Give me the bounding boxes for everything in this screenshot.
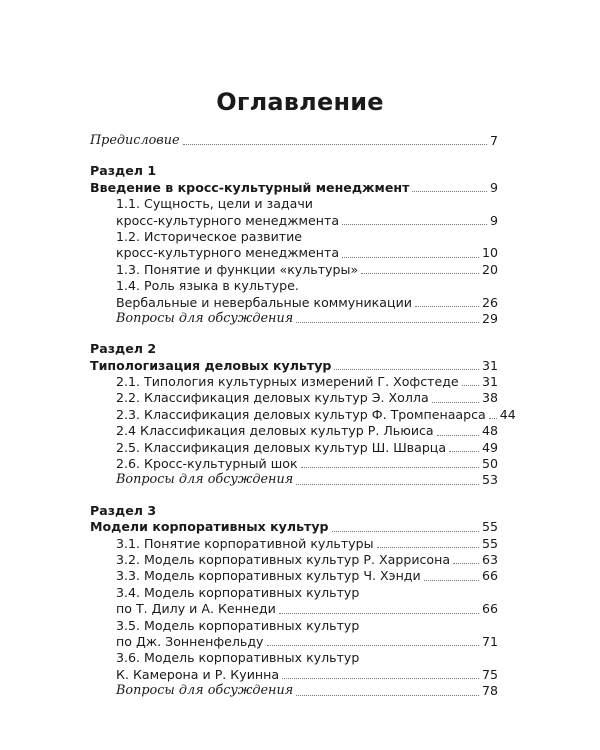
dot-leader: [279, 613, 479, 614]
toc-page-number: 66: [481, 601, 498, 617]
dot-leader: [361, 273, 479, 274]
toc-page-number: 7: [489, 132, 498, 148]
toc-entry-line[interactable]: 1.1. Сущность, цели и задачи: [116, 196, 313, 212]
dot-leader: [412, 191, 487, 192]
toc-entry[interactable]: [90, 295, 498, 311]
dot-leader: [453, 563, 479, 564]
toc-page-number: 53: [481, 472, 498, 488]
toc-entry-label: по Т. Дилу и А. Кеннеди: [116, 601, 276, 617]
toc-page-number: 55: [481, 519, 498, 535]
toc-entry[interactable]: [90, 667, 498, 683]
toc-entry-questions[interactable]: [90, 472, 498, 488]
section-label: Раздел 2: [90, 341, 157, 357]
toc-entry-label: 1.3. Понятие и функции «культуры»: [116, 261, 359, 277]
toc-entry-label: 2.2. Классификация деловых культур Э. Холла: [116, 390, 429, 406]
toc-entry-section-title[interactable]: [90, 180, 498, 196]
toc-entry-label: Модели корпоративных культур: [90, 519, 329, 535]
toc-entry-line[interactable]: 1.4. Роль языка в культуре.: [116, 278, 299, 294]
toc-entry[interactable]: [90, 213, 498, 229]
toc-page-number: 9: [489, 179, 498, 195]
dot-leader: [437, 435, 479, 436]
toc-page-number: 31: [481, 374, 498, 390]
toc-page-number: 31: [481, 357, 498, 373]
toc-entry[interactable]: [90, 456, 498, 472]
table-of-contents: [90, 132, 516, 700]
dot-leader: [296, 695, 479, 696]
toc-page-number: 71: [481, 633, 498, 649]
dot-leader: [342, 257, 479, 258]
toc-entry[interactable]: [90, 601, 498, 617]
dot-leader: [296, 322, 479, 323]
toc-entry[interactable]: [90, 262, 498, 278]
toc-page-number: 44: [499, 406, 516, 422]
toc-page-number: 75: [481, 666, 498, 682]
toc-entry[interactable]: [90, 406, 516, 423]
dot-leader: [449, 451, 479, 452]
toc-entry-line[interactable]: 3.4. Модель корпоративных культур: [116, 584, 360, 600]
toc-entry-line[interactable]: 3.6. Модель корпоративных культур: [116, 650, 360, 666]
toc-entry[interactable]: [90, 374, 498, 390]
toc-entry-label: Введение в кросс-культурный менеджмент: [90, 179, 410, 195]
toc-entry-label: Предисловие: [90, 132, 180, 148]
toc-entry-line[interactable]: 3.5. Модель корпоративных культур: [116, 617, 360, 633]
toc-entry-label: Вопросы для обсуждения: [116, 310, 294, 326]
toc-page-number: 10: [481, 245, 498, 261]
toc-entry[interactable]: [90, 552, 498, 568]
section-label: Раздел 1: [90, 163, 157, 179]
toc-entry[interactable]: [90, 390, 498, 406]
dot-leader: [377, 547, 479, 548]
toc-entry-label: 2.3. Классификация деловых культур Ф. Тромпенаарса: [116, 406, 486, 422]
toc-page-number: 9: [489, 212, 498, 228]
dot-leader: [267, 645, 479, 646]
dot-leader: [332, 531, 479, 532]
toc-page-number: 50: [481, 456, 498, 472]
toc-entry-label: 2.1. Типология культурных измерений Г. Хофстеде: [116, 374, 459, 390]
toc-entry-label: 3.1. Понятие корпоративной культуры: [116, 535, 374, 551]
toc-entry[interactable]: [90, 440, 498, 456]
dot-leader: [462, 385, 479, 386]
toc-entry-label: К. Камерона и Р. Куинна: [116, 666, 280, 682]
toc-entry-label: 2.4 Классификация деловых культур Р. Льюиса: [116, 423, 434, 439]
toc-page-number: 49: [481, 439, 498, 455]
section-label: Раздел 3: [90, 502, 157, 518]
toc-page-number: 78: [481, 683, 498, 699]
toc-entry-line[interactable]: 1.2. Историческое развитие: [116, 228, 303, 244]
toc-entry[interactable]: [90, 568, 498, 584]
toc-entry-label: кросс-культурного менеджмента: [116, 212, 340, 228]
dot-leader: [489, 418, 497, 419]
toc-entry[interactable]: [90, 245, 498, 261]
toc-entry[interactable]: [90, 536, 498, 552]
toc-page-number: 38: [481, 390, 498, 406]
toc-entry-label: 2.5. Классификация деловых культур Ш. Шварца: [116, 439, 447, 455]
dot-leader: [424, 580, 479, 581]
toc-entry[interactable]: [90, 423, 498, 439]
dot-leader: [301, 467, 479, 468]
toc-entry-section-title[interactable]: [90, 519, 498, 535]
toc-page-number: 29: [481, 310, 498, 326]
toc-entry-section-title[interactable]: [90, 358, 498, 374]
toc-page-number: 63: [481, 551, 498, 567]
dot-leader: [432, 402, 479, 403]
toc-entry-questions[interactable]: [90, 683, 498, 699]
toc-entry-label: Вербальные и невербальные коммуникации: [116, 294, 412, 310]
toc-page-number: 20: [481, 261, 498, 277]
toc-entry-questions[interactable]: [90, 311, 498, 327]
toc-entry-label: 3.3. Модель корпоративных культур Ч. Хэнди: [116, 568, 421, 584]
toc-entry-label: Вопросы для обсуждения: [116, 683, 294, 699]
dot-leader: [342, 224, 487, 225]
toc-page-number: 48: [481, 423, 498, 439]
toc-entry[interactable]: [90, 634, 498, 650]
page-title: Оглавление: [216, 88, 384, 116]
toc-entry-preface[interactable]: [90, 133, 498, 149]
dot-leader: [282, 678, 479, 679]
toc-entry-label: 3.2. Модель корпоративных культур Р. Харрисона: [116, 551, 451, 567]
dot-leader: [296, 484, 479, 485]
toc-page-number: 26: [481, 294, 498, 310]
dot-leader: [334, 369, 479, 370]
toc-entry-label: кросс-культурного менеджмента: [116, 245, 340, 261]
dot-leader: [415, 306, 479, 307]
toc-entry-label: 2.6. Кросс-культурный шок: [116, 456, 298, 472]
dot-leader: [183, 144, 487, 145]
toc-page-number: 66: [481, 568, 498, 584]
toc-page-number: 55: [481, 535, 498, 551]
toc-entry-label: по Дж. Зонненфельду: [116, 633, 264, 649]
toc-entry-label: Вопросы для обсуждения: [116, 472, 294, 488]
toc-entry-label: Типологизация деловых культур: [90, 357, 332, 373]
